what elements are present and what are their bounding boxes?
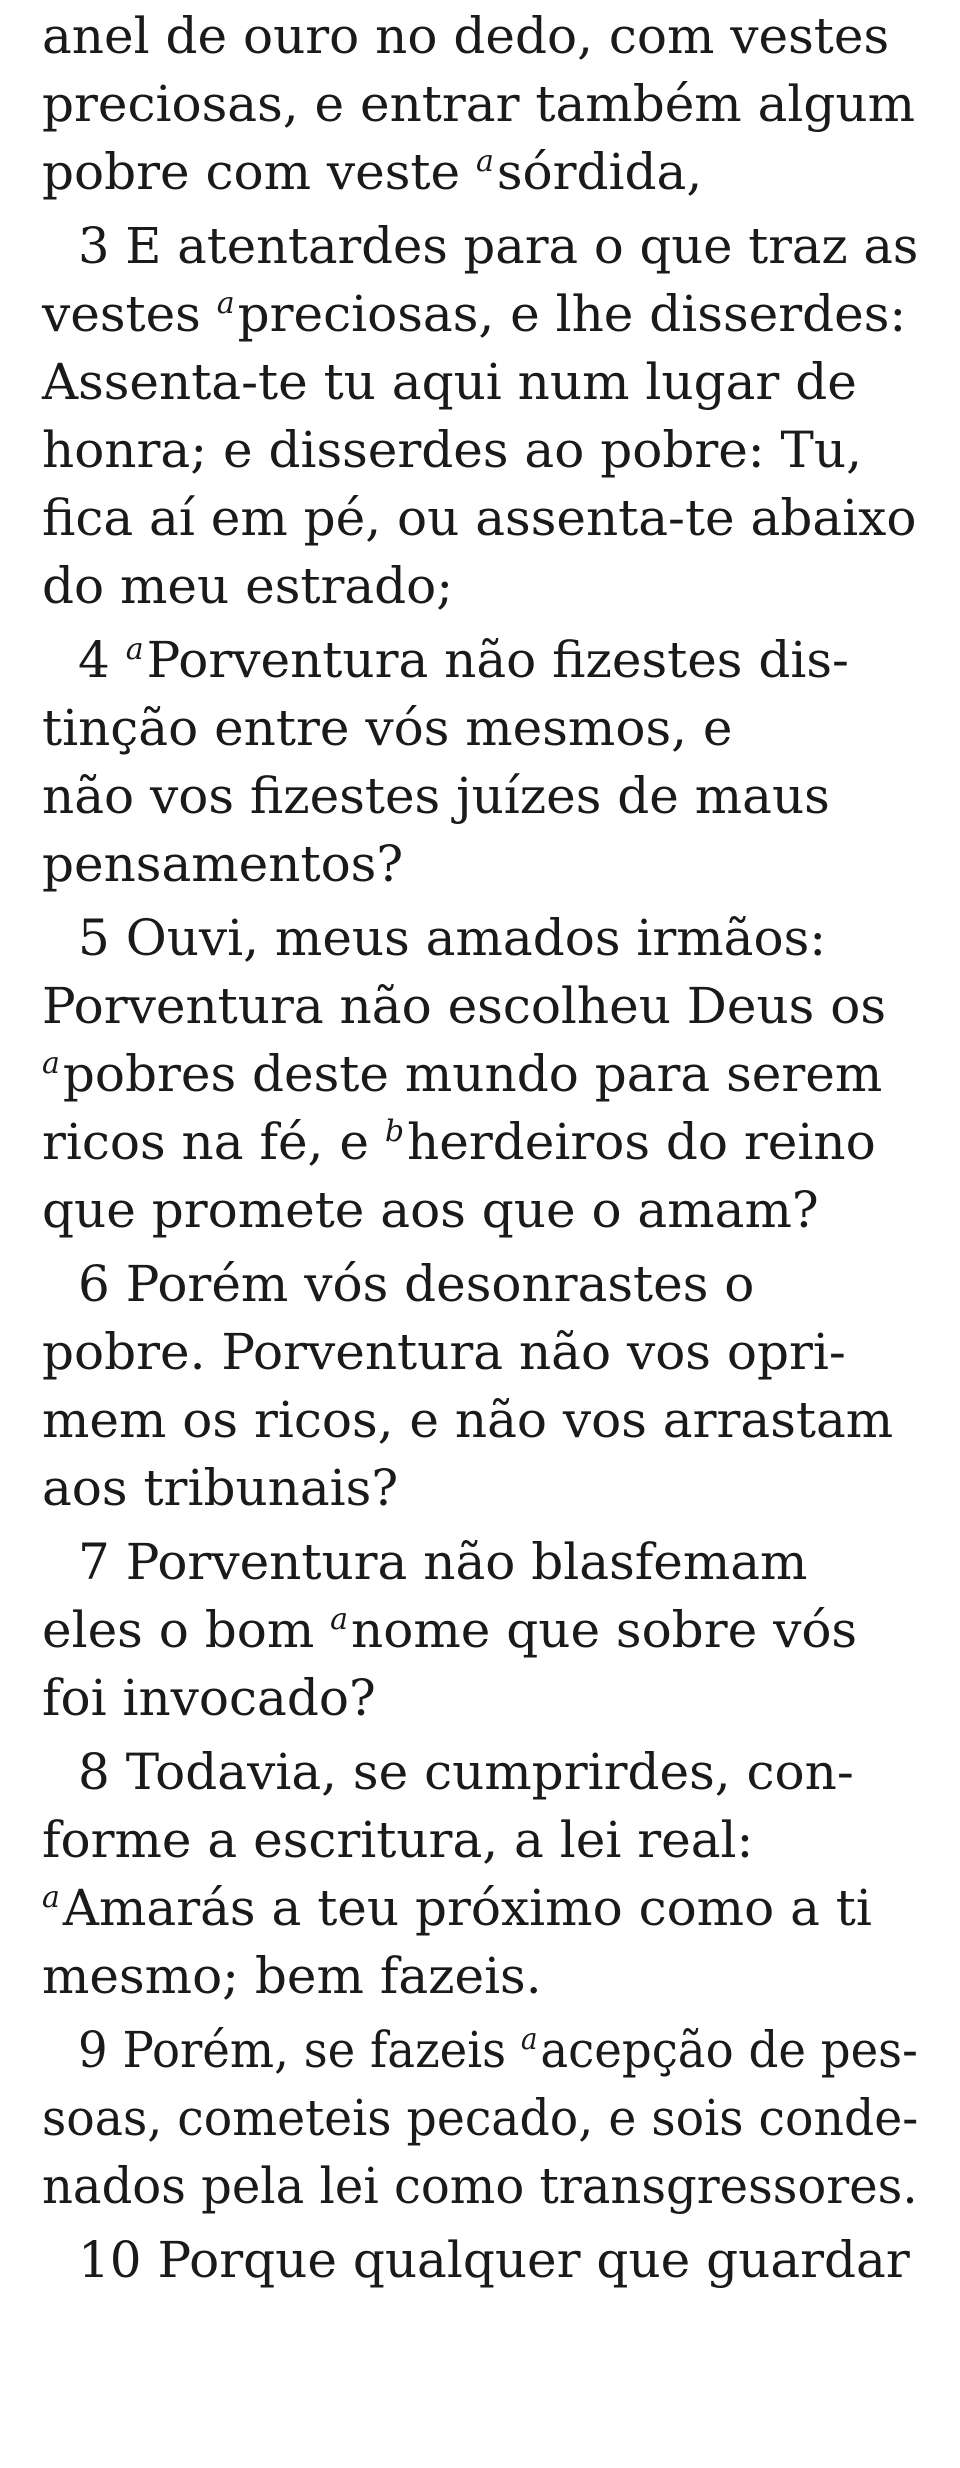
line-31: soas, cometeis pecado, e sois conde- xyxy=(42,2089,919,2147)
verse-3-line-1: 3 E atentardes para o que traz as xyxy=(78,217,919,275)
line-18: que promete aos que o amam? xyxy=(42,1181,819,1239)
line-8: fica aí em pé, ou assenta-te abaixo xyxy=(42,489,917,547)
line-15: Porventura não escolheu Deus os xyxy=(42,977,886,1035)
line-6: Assenta-te tu aqui num lugar de xyxy=(42,353,857,411)
line-29: mesmo; bem fazeis. xyxy=(42,1947,542,2005)
line-5: vestes $^a$preciosas, e lhe disserdes: xyxy=(42,285,907,343)
line-9: do meu estrado; xyxy=(42,557,454,615)
line-12: não vos fizestes juízes de maus xyxy=(42,767,830,825)
line-3: pobre com veste $^a$sórdida, xyxy=(42,143,703,201)
line-28: $^a$Amarás a teu próximo como a ti xyxy=(42,1879,872,1937)
verse-6-line-1: 6 Porém vós desonrastes o xyxy=(78,1255,755,1313)
line-21: mem os ricos, e não vos arrastam xyxy=(42,1391,894,1449)
verse-7-line-1: 7 Porventura não blasfemam xyxy=(78,1533,808,1591)
line-20: pobre. Porventura não vos opri- xyxy=(42,1323,846,1381)
line-11: tinção entre vós mesmos, e xyxy=(42,699,733,757)
footnote-marker: a xyxy=(42,1880,60,1915)
footnote-marker: a xyxy=(520,2022,538,2057)
footnote-marker: a xyxy=(216,286,235,321)
line-2: preciosas, e entrar também algum xyxy=(42,75,916,133)
line-32: nados pela lei como transgressores. xyxy=(42,2157,918,2215)
line-25: foi invocado? xyxy=(42,1669,376,1727)
footnote-marker: a xyxy=(330,1602,349,1637)
line-16: $^a$pobres deste mundo para serem xyxy=(42,1045,883,1103)
footnote-marker: a xyxy=(125,632,144,667)
footnote-marker: a xyxy=(42,1046,60,1081)
line-17: ricos na fé, e $^b$herdeiros do reino xyxy=(42,1113,876,1171)
verse-10-line-1: 10 Porque qualquer que guardar xyxy=(78,2231,910,2289)
line-27: forme a escritura, a lei real: xyxy=(42,1811,754,1869)
footnote-marker: a xyxy=(475,144,494,179)
line-22: aos tribunais? xyxy=(42,1459,399,1517)
verse-4-line-1: 4 $^a$Porventura não fizestes dis- xyxy=(78,631,849,689)
verse-5-line-1: 5 Ouvi, meus amados irmãos: xyxy=(78,909,827,967)
line-13: pensamentos? xyxy=(42,835,404,893)
verse-8-line-1: 8 Todavia, se cumprirdes, con- xyxy=(78,1743,854,1801)
line-7: honra; e disserdes ao pobre: Tu, xyxy=(42,421,862,479)
footnote-marker: b xyxy=(384,1114,405,1149)
verse-9-line-1: 9 Porém, se fazeis $^a$acepção de pes- xyxy=(78,2021,918,2079)
line-24: eles o bom $^a$nome que sobre vós xyxy=(42,1601,858,1659)
line-1: anel de ouro no dedo, com vestes xyxy=(42,7,890,65)
